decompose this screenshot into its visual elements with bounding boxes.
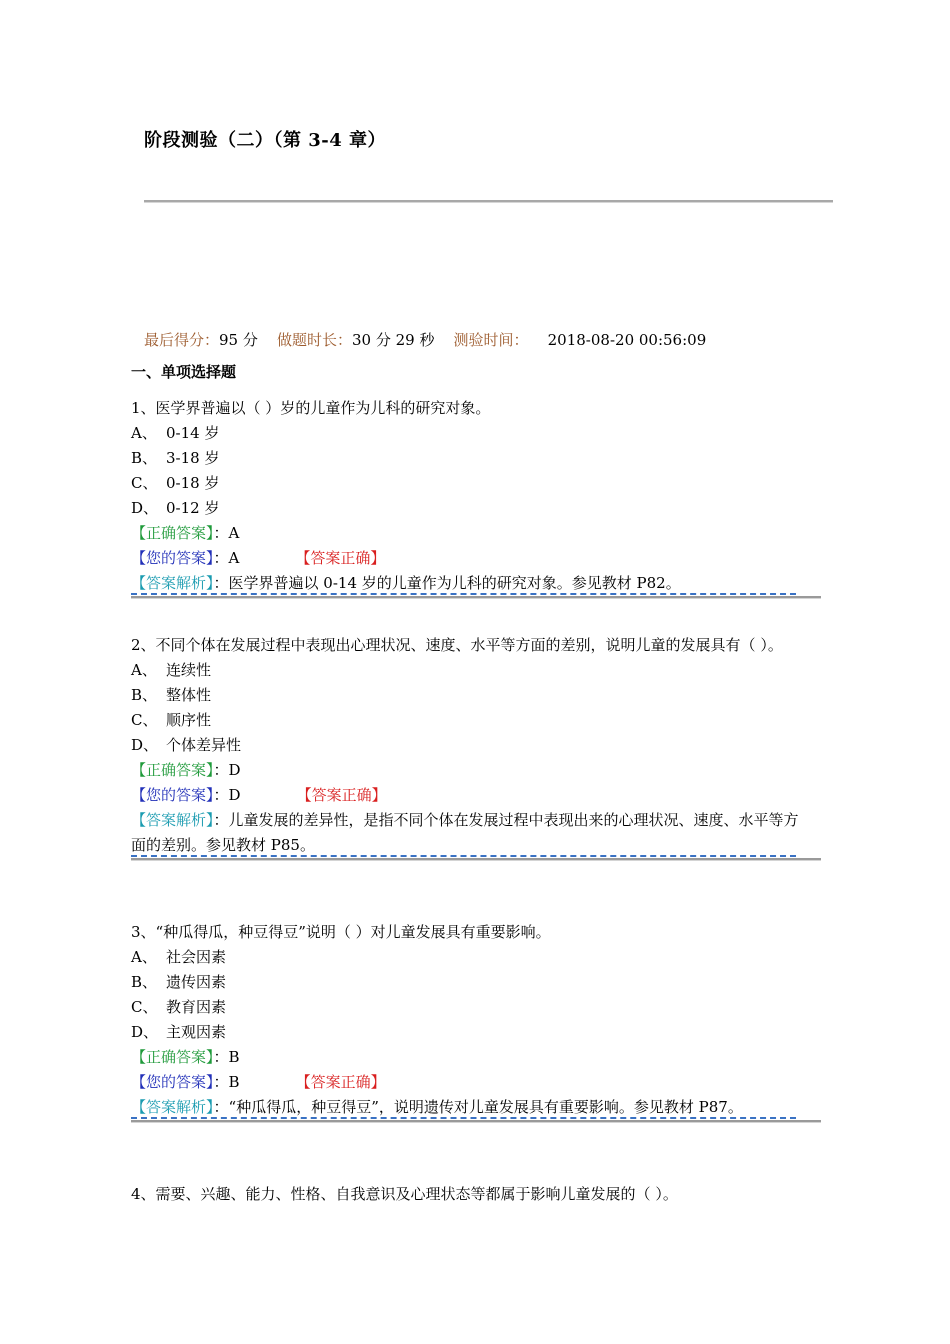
option-b	[131, 446, 831, 471]
analysis-block	[131, 1095, 821, 1123]
option-text: 整体性	[166, 686, 212, 704]
option-key: D、	[131, 499, 159, 517]
analysis-label: 【答案解析】	[131, 574, 214, 592]
duration-label: 做题时长：	[276, 331, 352, 349]
correct-answer-label: 【正确答案】	[131, 1048, 214, 1066]
question-4	[131, 1182, 831, 1207]
option-key: A、	[131, 424, 157, 442]
your-answer-value: B	[228, 1073, 240, 1091]
your-answer-label: 【您的答案】	[131, 786, 214, 804]
option-key: B、	[131, 449, 158, 467]
colon: ：	[213, 1098, 229, 1116]
answer-correct-badge: 【答案正确】	[295, 1073, 386, 1091]
colon: ：	[213, 524, 229, 542]
correct-answer-row	[131, 1045, 831, 1070]
analysis-text: “种瓜得瓜，种豆得豆”，说明遗传对儿童发展具有重要影响。参见教材 P87。	[228, 1098, 743, 1116]
option-a	[131, 421, 831, 446]
correct-answer-value: A	[228, 524, 240, 542]
duration-value: 30 分 29 秒	[351, 331, 435, 349]
correct-answer-label: 【正确答案】	[131, 524, 214, 542]
option-key: B、	[131, 686, 158, 704]
option-text: 0-14 岁	[166, 424, 220, 442]
correct-answer-label: 【正确答案】	[131, 761, 214, 779]
correct-answer-value: D	[228, 761, 241, 779]
option-text: 遗传因素	[166, 973, 227, 991]
answer-correct-badge: 【答案正确】	[296, 786, 387, 804]
question-stem: 4、需要、兴趣、能力、性格、自我意识及心理状态等都属于影响儿童发展的（ ）。	[131, 1185, 678, 1203]
option-c	[131, 708, 831, 733]
analysis-block	[131, 571, 821, 599]
page-title: 阶段测验（二）（第 3-4 章）	[144, 130, 387, 151]
question-divider	[131, 1120, 821, 1123]
question-1	[131, 396, 831, 599]
option-text: 3-18 岁	[166, 449, 220, 467]
option-d	[131, 1020, 831, 1045]
question-divider	[131, 596, 821, 599]
colon: ：	[213, 811, 229, 829]
option-text: 个体差异性	[166, 736, 242, 754]
question-3	[131, 920, 831, 1123]
option-b	[131, 970, 831, 995]
colon: ：	[213, 574, 229, 592]
option-key: C、	[131, 998, 158, 1016]
test-time-label: 测验时间：	[453, 331, 529, 349]
title-divider	[144, 200, 833, 203]
option-key: D、	[131, 1023, 159, 1041]
final-score-label: 最后得分：	[144, 331, 220, 349]
colon: ：	[213, 1048, 229, 1066]
your-answer-row	[131, 783, 831, 808]
question-stem: 1、医学界普遍以（ ）岁的儿童作为儿科的研究对象。	[131, 399, 491, 417]
your-answer-label: 【您的答案】	[131, 1073, 214, 1091]
option-a	[131, 658, 831, 683]
question-stem: 3、“种瓜得瓜，种豆得豆”说明（ ）对儿童发展具有重要影响。	[131, 923, 551, 941]
option-c	[131, 995, 831, 1020]
option-text: 0-18 岁	[166, 474, 220, 492]
option-key: C、	[131, 711, 158, 729]
analysis-block	[131, 808, 821, 861]
answer-correct-badge: 【答案正确】	[295, 549, 386, 567]
question-stem: 2、不同个体在发展过程中表现出心理状况、速度、水平等方面的差别，说明儿童的发展具有（ ）。	[131, 636, 783, 654]
your-answer-row	[131, 1070, 831, 1095]
your-answer-value: D	[228, 786, 241, 804]
option-key: B、	[131, 973, 158, 991]
your-answer-label: 【您的答案】	[131, 549, 214, 567]
option-text: 主观因素	[166, 1023, 227, 1041]
section-title: 一、单项选择题	[131, 363, 237, 381]
question-2	[131, 633, 831, 861]
option-key: A、	[131, 661, 157, 679]
option-key: C、	[131, 474, 158, 492]
option-d	[131, 496, 831, 521]
option-text: 顺序性	[166, 711, 212, 729]
option-d	[131, 733, 831, 758]
option-text: 0-12 岁	[166, 499, 220, 517]
question-divider	[131, 858, 821, 861]
final-score-value: 95 分	[219, 331, 258, 349]
analysis-text: 儿童发展的差异性，是指不同个体在发展过程中表现出来的心理状况、速度、水平等方面的差别。参见教材 P85。	[131, 811, 799, 854]
analysis-row	[131, 808, 801, 858]
score-summary	[144, 329, 706, 350]
option-key: A、	[131, 948, 157, 966]
option-text: 教育因素	[166, 998, 227, 1016]
analysis-text: 医学界普遍以 0-14 岁的儿童作为儿科的研究对象。参见教材 P82。	[228, 574, 681, 592]
option-key: D、	[131, 736, 159, 754]
colon: ：	[213, 549, 229, 567]
option-a	[131, 945, 831, 970]
colon: ：	[213, 761, 229, 779]
correct-answer-value: B	[228, 1048, 240, 1066]
correct-answer-row	[131, 758, 831, 783]
your-answer-row	[131, 546, 831, 571]
option-c	[131, 471, 831, 496]
colon: ：	[213, 786, 229, 804]
test-time-value: 2018-08-20 00:56:09	[547, 331, 707, 349]
your-answer-value: A	[228, 549, 240, 567]
analysis-label: 【答案解析】	[131, 811, 214, 829]
analysis-row	[131, 1095, 801, 1120]
correct-answer-row	[131, 521, 831, 546]
analysis-label: 【答案解析】	[131, 1098, 214, 1116]
option-text: 社会因素	[166, 948, 227, 966]
option-text: 连续性	[166, 661, 212, 679]
option-b	[131, 683, 831, 708]
colon: ：	[213, 1073, 229, 1091]
